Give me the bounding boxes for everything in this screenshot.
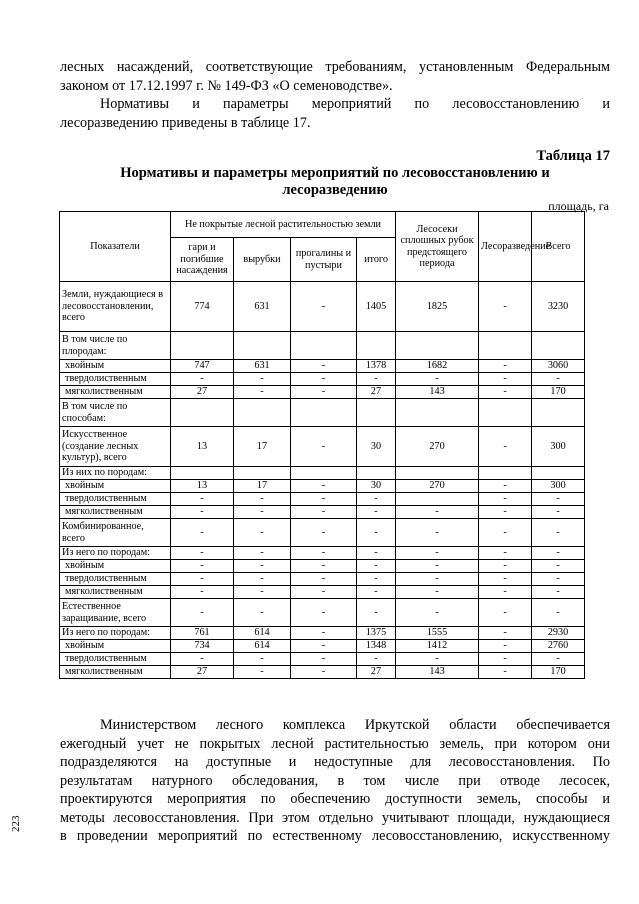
- table-row: [60, 653, 585, 666]
- table-row: [60, 586, 585, 599]
- cell-value: 1405: [357, 282, 396, 332]
- cell-value: -: [357, 599, 396, 627]
- cell-value: -: [171, 493, 234, 506]
- header-glades: прогалины и пустыри: [291, 238, 357, 282]
- cell-value: 3230: [532, 282, 585, 332]
- cell-value: 143: [396, 666, 479, 679]
- cell-value: [234, 332, 291, 360]
- cell-value: -: [532, 573, 585, 586]
- table-row: [60, 480, 585, 493]
- cell-value: -: [291, 666, 357, 679]
- row-label: хвойным: [60, 480, 171, 493]
- cell-value: 30: [357, 427, 396, 467]
- cell-value: -: [291, 547, 357, 560]
- cell-value: 631: [234, 360, 291, 373]
- cell-value: -: [396, 653, 479, 666]
- cell-value: -: [479, 640, 532, 653]
- cell-value: 270: [396, 427, 479, 467]
- intro-line-2: законом от 17.12.1997 г. № 149-ФЗ «О семеноводстве».: [60, 77, 393, 94]
- cell-value: -: [532, 560, 585, 573]
- cell-value: 270: [396, 480, 479, 493]
- cell-value: [357, 399, 396, 427]
- cell-value: -: [171, 586, 234, 599]
- row-label: В том числе по способам:: [60, 399, 171, 427]
- cell-value: -: [532, 493, 585, 506]
- cell-value: [357, 467, 396, 480]
- cell-value: -: [479, 560, 532, 573]
- table-row: [60, 467, 585, 480]
- cell-value: -: [234, 573, 291, 586]
- cell-value: -: [532, 519, 585, 547]
- cell-value: 13: [171, 427, 234, 467]
- cell-value: [396, 493, 479, 506]
- header-subtotal: итого: [357, 238, 396, 282]
- cell-value: 300: [532, 480, 585, 493]
- cell-value: -: [479, 360, 532, 373]
- cell-value: -: [291, 560, 357, 573]
- header-indicators: Показатели: [60, 212, 171, 282]
- row-label: хвойным: [60, 640, 171, 653]
- table-row: [60, 427, 585, 467]
- cell-value: 614: [234, 640, 291, 653]
- cell-value: 761: [171, 627, 234, 640]
- row-label: хвойным: [60, 360, 171, 373]
- cell-value: -: [532, 599, 585, 627]
- cell-value: -: [171, 560, 234, 573]
- cell-value: -: [234, 599, 291, 627]
- cell-value: -: [234, 519, 291, 547]
- closing-line-5: проектируются мероприятия по обеспечению доступности земель, способы и: [60, 791, 610, 807]
- cell-value: -: [479, 480, 532, 493]
- cell-value: -: [396, 573, 479, 586]
- table-unit: площадь, га: [548, 199, 609, 213]
- row-label: мягколиственным: [60, 386, 171, 399]
- cell-value: [479, 332, 532, 360]
- table-row: [60, 282, 585, 332]
- cell-value: -: [291, 640, 357, 653]
- cell-value: -: [396, 519, 479, 547]
- row-label: Из него по породам:: [60, 547, 171, 560]
- cell-value: [357, 332, 396, 360]
- closing-paragraph: [60, 716, 610, 846]
- cell-value: 1825: [396, 282, 479, 332]
- table-title: [60, 165, 610, 199]
- cell-value: -: [396, 586, 479, 599]
- cell-value: [396, 399, 479, 427]
- cell-value: -: [479, 282, 532, 332]
- table-row: [60, 560, 585, 573]
- table-row: [60, 373, 585, 386]
- header-clearings: вырубки: [234, 238, 291, 282]
- cell-value: [396, 332, 479, 360]
- cell-value: 2930: [532, 627, 585, 640]
- intro-line-4: лесоразведению приведены в таблице 17.: [60, 114, 311, 131]
- cell-value: 774: [171, 282, 234, 332]
- cell-value: -: [479, 386, 532, 399]
- header-afforestation: Лесоразведение: [479, 212, 532, 282]
- table-caption: Таблица 17: [536, 148, 610, 164]
- cell-value: 27: [357, 666, 396, 679]
- cell-value: -: [291, 386, 357, 399]
- cell-value: 170: [532, 386, 585, 399]
- cell-value: [291, 332, 357, 360]
- cell-value: [532, 399, 585, 427]
- row-label: Земли, нуждающиеся в лесовосстановлении, всего: [60, 282, 171, 332]
- cell-value: -: [357, 506, 396, 519]
- table-row: [60, 599, 585, 627]
- cell-value: -: [396, 373, 479, 386]
- cell-value: [479, 399, 532, 427]
- cell-value: -: [291, 506, 357, 519]
- cell-value: 17: [234, 427, 291, 467]
- cell-value: 1682: [396, 360, 479, 373]
- cell-value: [234, 467, 291, 480]
- cell-value: -: [171, 519, 234, 547]
- cell-value: -: [357, 560, 396, 573]
- cell-value: -: [357, 547, 396, 560]
- cell-value: [171, 399, 234, 427]
- cell-value: -: [291, 282, 357, 332]
- header-not-covered: Не покрытые лесной растительностью земли: [171, 212, 396, 238]
- cell-value: [291, 399, 357, 427]
- cell-value: 27: [171, 666, 234, 679]
- cell-value: -: [291, 573, 357, 586]
- cell-value: -: [234, 493, 291, 506]
- table-row: [60, 332, 585, 360]
- cell-value: 1375: [357, 627, 396, 640]
- table-row: [60, 519, 585, 547]
- cell-value: -: [479, 373, 532, 386]
- cell-value: -: [291, 627, 357, 640]
- cell-value: -: [479, 599, 532, 627]
- cell-value: -: [532, 373, 585, 386]
- cell-value: -: [234, 506, 291, 519]
- cell-value: -: [357, 573, 396, 586]
- cell-value: [532, 332, 585, 360]
- cell-value: -: [171, 599, 234, 627]
- table-row: [60, 627, 585, 640]
- row-label: мягколиственным: [60, 506, 171, 519]
- cell-value: [234, 399, 291, 427]
- table-row: [60, 573, 585, 586]
- cell-value: 1555: [396, 627, 479, 640]
- cell-value: 747: [171, 360, 234, 373]
- header-cutting-areas: Лесосеки сплошных рубок предстоящего периода: [396, 212, 479, 282]
- cell-value: 631: [234, 282, 291, 332]
- norms-table: [59, 211, 585, 679]
- closing-line-3: подразделяются на доступные и недоступные для лесовосстановления. По: [60, 754, 610, 770]
- cell-value: [532, 467, 585, 480]
- closing-line-1: Министерством лесного комплекса Иркутской области обеспечивается: [100, 717, 610, 733]
- cell-value: -: [357, 519, 396, 547]
- cell-value: 17: [234, 480, 291, 493]
- cell-value: -: [291, 480, 357, 493]
- cell-value: 300: [532, 427, 585, 467]
- cell-value: -: [479, 627, 532, 640]
- cell-value: -: [171, 506, 234, 519]
- page-number: 223: [10, 815, 22, 832]
- cell-value: -: [234, 373, 291, 386]
- closing-line-7: в проведении мероприятий по естественному лесовосстановлению, искусственному: [60, 828, 610, 844]
- cell-value: 614: [234, 627, 291, 640]
- intro-paragraph: [60, 58, 610, 132]
- cell-value: -: [532, 653, 585, 666]
- cell-value: -: [291, 493, 357, 506]
- cell-value: 13: [171, 480, 234, 493]
- cell-value: -: [291, 519, 357, 547]
- row-label: Комбинированное, всего: [60, 519, 171, 547]
- cell-value: -: [532, 586, 585, 599]
- table-row: [60, 360, 585, 373]
- cell-value: 3060: [532, 360, 585, 373]
- cell-value: [171, 467, 234, 480]
- cell-value: -: [357, 373, 396, 386]
- row-label: Из них по породам:: [60, 467, 171, 480]
- cell-value: -: [291, 373, 357, 386]
- cell-value: 734: [171, 640, 234, 653]
- cell-value: -: [396, 560, 479, 573]
- cell-value: -: [357, 586, 396, 599]
- cell-value: 143: [396, 386, 479, 399]
- intro-line-1: лесных насаждений, соответствующие требованиям, установленным Федеральным: [60, 59, 610, 75]
- cell-value: -: [479, 573, 532, 586]
- cell-value: -: [234, 547, 291, 560]
- cell-value: -: [532, 547, 585, 560]
- table-title-line-1: Нормативы и параметры мероприятий по лесовосстановлению и: [120, 165, 550, 181]
- cell-value: [171, 332, 234, 360]
- cell-value: -: [396, 547, 479, 560]
- cell-value: 27: [171, 386, 234, 399]
- cell-value: -: [479, 547, 532, 560]
- header-total: Всего: [532, 212, 585, 282]
- closing-line-4: результатам натурного обследования, в том числе при отводе лесосек,: [60, 772, 610, 789]
- cell-value: -: [291, 599, 357, 627]
- cell-value: 1378: [357, 360, 396, 373]
- closing-line-6: методы лесовосстановления. При этом отдельно учитывают площади, нуждающиеся: [60, 809, 610, 826]
- row-label: твердолиственным: [60, 573, 171, 586]
- table-row: [60, 399, 585, 427]
- cell-value: -: [479, 653, 532, 666]
- cell-value: [291, 467, 357, 480]
- cell-value: -: [357, 493, 396, 506]
- cell-value: -: [396, 599, 479, 627]
- table-row: [60, 666, 585, 679]
- row-label: мягколиственным: [60, 586, 171, 599]
- cell-value: 1348: [357, 640, 396, 653]
- cell-value: -: [396, 506, 479, 519]
- row-label: твердолиственным: [60, 493, 171, 506]
- cell-value: -: [171, 373, 234, 386]
- row-label: Из него по породам:: [60, 627, 171, 640]
- cell-value: [479, 467, 532, 480]
- cell-value: -: [234, 386, 291, 399]
- cell-value: -: [234, 586, 291, 599]
- cell-value: -: [291, 360, 357, 373]
- cell-value: -: [234, 653, 291, 666]
- cell-value: -: [171, 547, 234, 560]
- cell-value: -: [479, 493, 532, 506]
- row-label: хвойным: [60, 560, 171, 573]
- cell-value: 170: [532, 666, 585, 679]
- cell-value: 27: [357, 386, 396, 399]
- cell-value: 30: [357, 480, 396, 493]
- cell-value: [396, 467, 479, 480]
- row-label: мягколиственным: [60, 666, 171, 679]
- cell-value: -: [357, 653, 396, 666]
- cell-value: -: [171, 573, 234, 586]
- cell-value: -: [291, 427, 357, 467]
- cell-value: -: [532, 506, 585, 519]
- table-title-line-2: лесоразведению: [282, 182, 388, 198]
- table-row: [60, 493, 585, 506]
- table-row: [60, 547, 585, 560]
- intro-line-3: Нормативы и параметры мероприятий по лесовосстановлению и: [100, 96, 610, 112]
- cell-value: -: [234, 560, 291, 573]
- cell-value: -: [479, 506, 532, 519]
- cell-value: -: [234, 666, 291, 679]
- row-label: твердолиственным: [60, 653, 171, 666]
- table-body: [60, 282, 585, 679]
- cell-value: -: [479, 666, 532, 679]
- cell-value: -: [171, 653, 234, 666]
- cell-value: -: [479, 586, 532, 599]
- closing-line-2: ежегодный учет не покрытых лесной растительностью земель, при котором они: [60, 735, 610, 752]
- cell-value: -: [479, 427, 532, 467]
- row-label: В том числе по плородам:: [60, 332, 171, 360]
- cell-value: -: [479, 519, 532, 547]
- table-row: [60, 506, 585, 519]
- row-label: твердолиственным: [60, 373, 171, 386]
- cell-value: -: [291, 653, 357, 666]
- table-row: [60, 640, 585, 653]
- cell-value: -: [291, 586, 357, 599]
- cell-value: 2760: [532, 640, 585, 653]
- cell-value: 1412: [396, 640, 479, 653]
- row-label: Искусственное (создание лесных культур), всего: [60, 427, 171, 467]
- table-row: [60, 386, 585, 399]
- header-burned: гари и погибшие насаждения: [171, 238, 234, 282]
- row-label: Естественное заращивание, всего: [60, 599, 171, 627]
